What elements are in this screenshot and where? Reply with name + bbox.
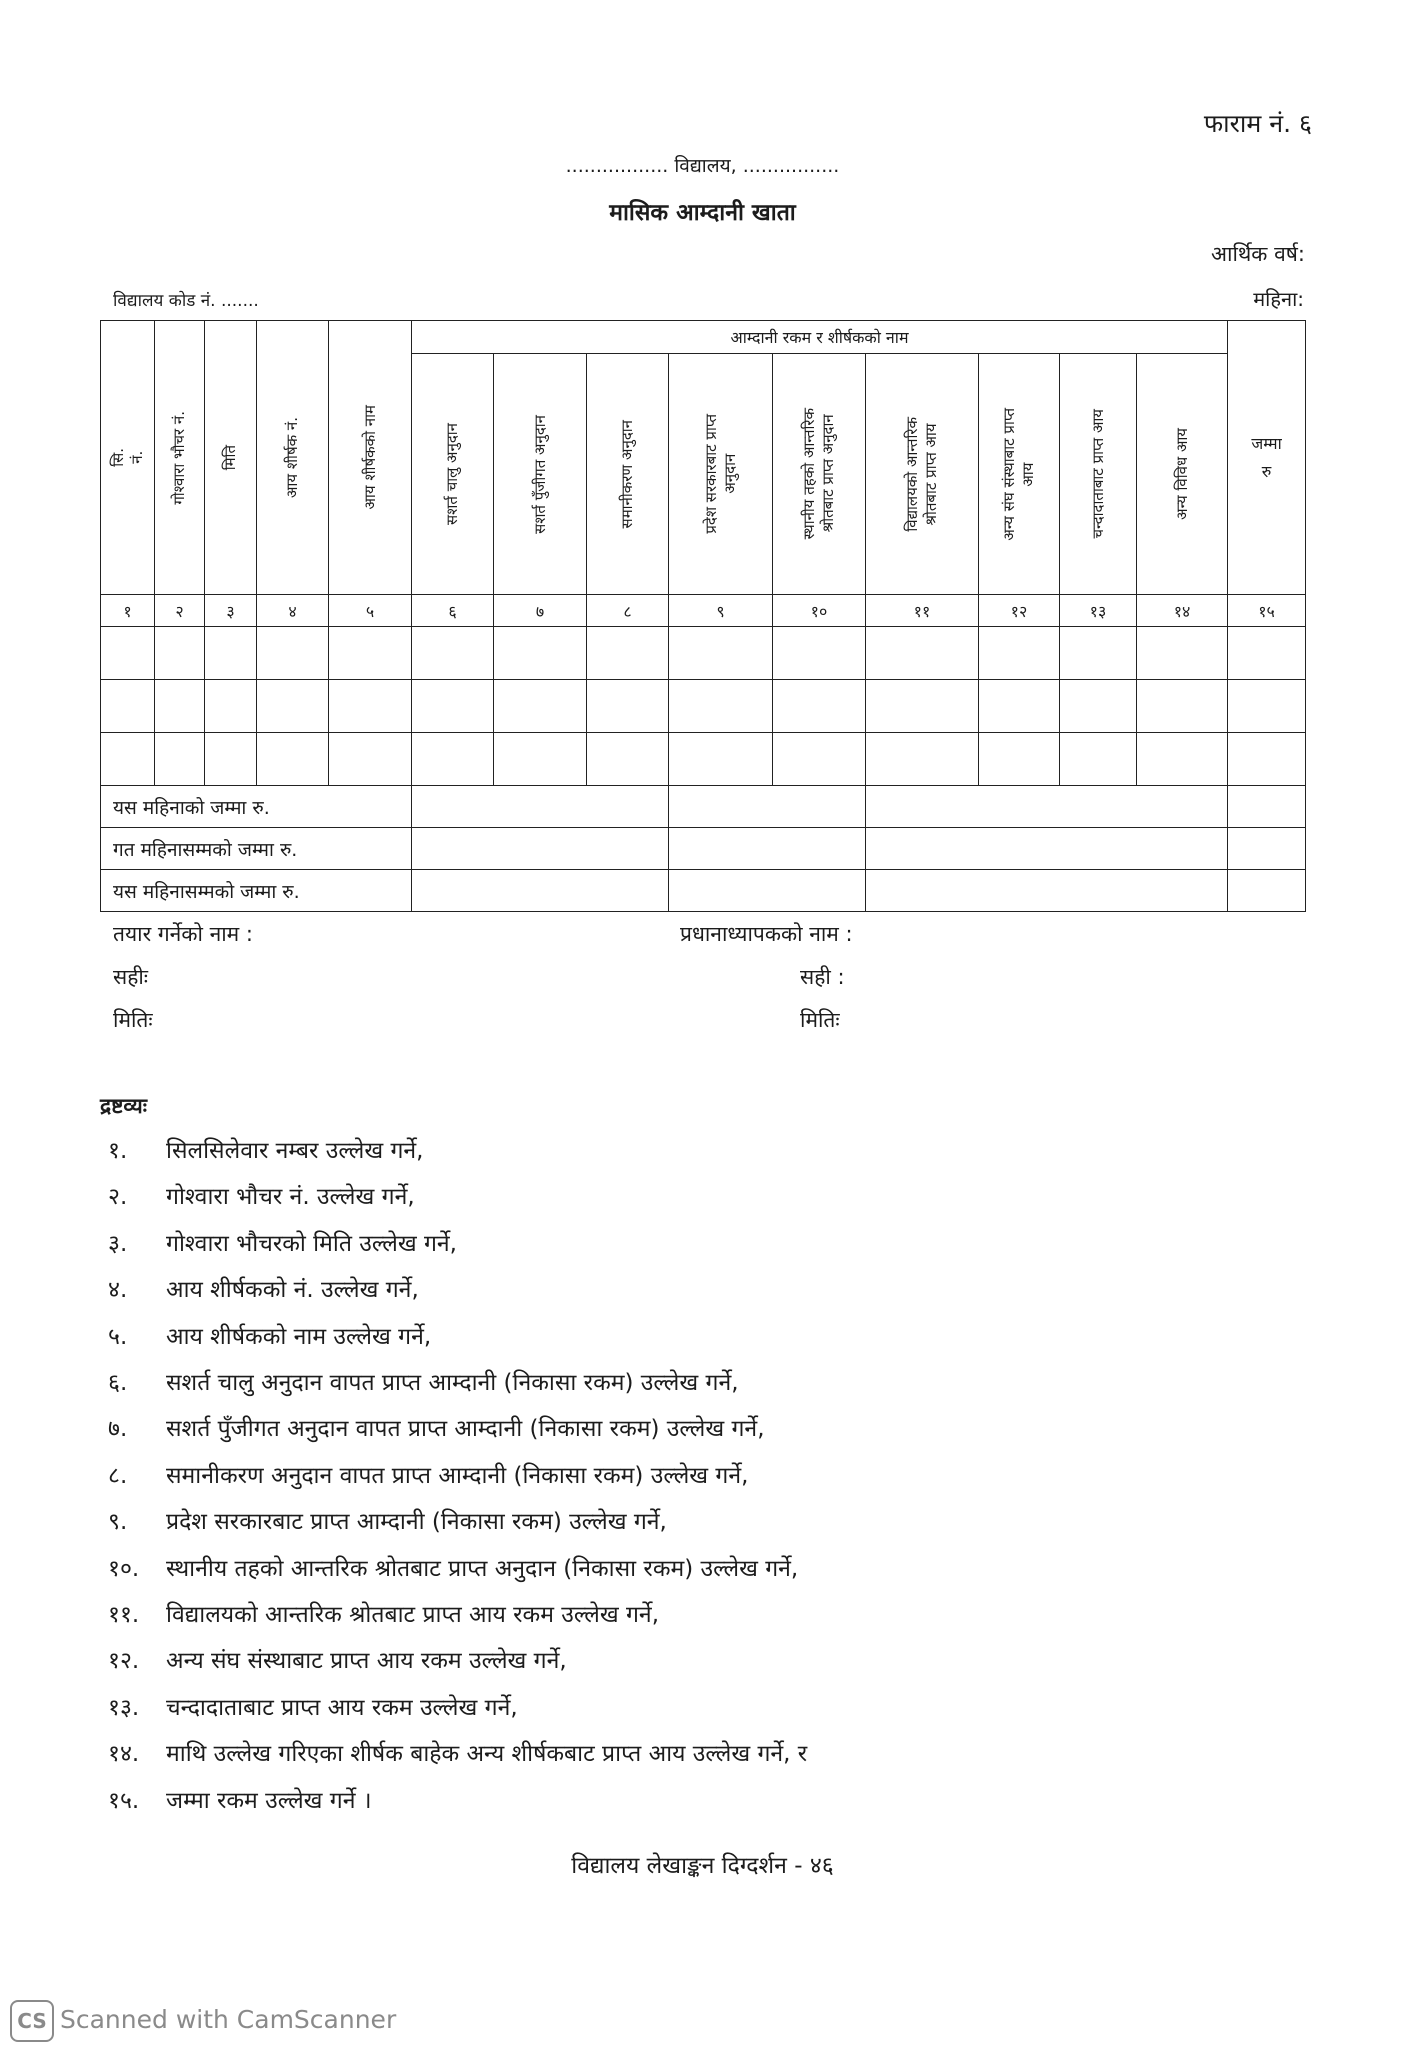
list-item — [108, 1179, 415, 1211]
list-item — [108, 1272, 419, 1304]
note-text: समानीकरण अनुदान वापत प्राप्त आम्दानी (निकासा रकम) उल्लेख गर्ने, — [166, 1462, 749, 1489]
list-item — [108, 1690, 518, 1722]
col-head-local-grant: स्थानीय तहको आन्तरिक श्रोतबाट प्राप्त अनुदान — [773, 354, 866, 595]
list-item — [108, 1736, 807, 1768]
note-text: गोश्वारा भौचरको मिति उल्लेख गर्ने, — [166, 1230, 457, 1257]
list-item — [108, 1226, 457, 1258]
col-head-sn: सि. नं. — [101, 321, 155, 595]
note-text: आय शीर्षकको नं. उल्लेख गर्ने, — [166, 1277, 419, 1304]
prepared-by-signature-label: सहीः — [113, 965, 149, 989]
note-number: १५. — [108, 1787, 140, 1814]
list-item — [108, 1133, 423, 1165]
total-row-label: गत महिनासम्मको जम्मा रु. — [101, 828, 412, 870]
column-number: ५ — [329, 595, 412, 627]
headteacher-date-label: मितिः — [800, 1008, 840, 1032]
list-item — [108, 1597, 659, 1629]
note-text: गोश्वारा भौचर नं. उल्लेख गर्ने, — [166, 1184, 415, 1211]
note-number: ९. — [108, 1509, 128, 1536]
total-row-this-month — [101, 786, 1306, 828]
note-number: १२. — [108, 1648, 140, 1675]
school-name-line: ................. विद्यालय, ................ — [565, 155, 840, 177]
prepared-by-label: तयार गर्नेको नाम : — [113, 922, 253, 946]
col-head-income-code: आय शीर्षक नं. — [257, 321, 329, 595]
column-number: १५ — [1228, 595, 1306, 627]
column-number: ७ — [494, 595, 587, 627]
note-text: आय शीर्षकको नाम उल्लेख गर्ने, — [166, 1323, 432, 1350]
col-head-conditional-capital-grant: सशर्त पुँजीगत अनुदान — [494, 354, 587, 595]
note-number: ६. — [108, 1370, 128, 1396]
note-number: ४. — [108, 1277, 128, 1304]
headteacher-signature-label: सही : — [800, 965, 845, 989]
list-item — [108, 1504, 667, 1536]
table-row — [101, 733, 1306, 786]
note-text: जम्मा रकम उल्लेख गर्ने । — [166, 1787, 372, 1814]
column-number: १४ — [1137, 595, 1228, 627]
column-number: ८ — [587, 595, 669, 627]
camscanner-logo-icon: CS — [10, 2000, 54, 2042]
col-head-conditional-current-grant: सशर्त चालु अनुदान — [412, 354, 494, 595]
note-number: १. — [108, 1138, 128, 1164]
note-number: १०. — [108, 1555, 140, 1582]
col-head-school-internal-income: विद्यालयको आन्तरिक श्रोतबाट प्राप्त आय — [866, 354, 979, 595]
list-item — [108, 1319, 431, 1351]
note-text: माथि उल्लेख गरिएका शीर्षक बाहेक अन्य शीर्षकबाट प्राप्त आय उल्लेख गर्ने, र — [166, 1741, 808, 1768]
total-row-previous-months — [101, 828, 1306, 870]
note-number: ७. — [108, 1416, 128, 1443]
col-head-equalization-grant: समानीकरण अनुदान — [587, 354, 669, 595]
note-text: विद्यालयको आन्तरिक श्रोतबाट प्राप्त आय रकम उल्लेख गर्ने, — [166, 1602, 660, 1628]
camscanner-text: Scanned with CamScanner — [60, 2005, 397, 2034]
page-title: मासिक आम्दानी खाता — [609, 200, 796, 226]
column-number: ४ — [257, 595, 329, 627]
col-head-donor-income: चन्दादाताबाट प्राप्त आय — [1060, 354, 1137, 595]
column-number: १२ — [979, 595, 1060, 627]
col-head-voucher: गोश्वारा भौचर नं. — [155, 321, 205, 595]
total-row-label: यस महिनासम्मको जम्मा रु. — [101, 870, 412, 912]
col-head-misc-income: अन्य विविध आय — [1137, 354, 1228, 595]
school-code-label: विद्यालय कोड नं. ....... — [113, 291, 259, 311]
note-text: अन्य संघ संस्थाबाट प्राप्त आय रकम उल्लेख गर्ने, — [166, 1648, 567, 1675]
list-item — [108, 1551, 798, 1583]
column-number: ३ — [205, 595, 257, 627]
list-item — [108, 1458, 748, 1490]
month-label: महिना: — [1253, 287, 1304, 311]
note-number: २. — [108, 1184, 128, 1211]
camscanner-watermark — [10, 2000, 396, 2042]
list-item — [108, 1643, 567, 1675]
column-number: १० — [773, 595, 866, 627]
col-head-income-name: आय शीर्षकको नाम — [329, 321, 412, 595]
page-footer: विद्यालय लेखाङ्कन दिग्दर्शन - ४६ — [571, 1853, 834, 1879]
table-row — [101, 680, 1306, 733]
list-item — [108, 1365, 739, 1397]
total-row-label: यस महिनाको जम्मा रु. — [101, 786, 412, 828]
note-text: सशर्त पुँजीगत अनुदान वापत प्राप्त आम्दानी (निकासा रकम) उल्लेख गर्ने, — [166, 1416, 765, 1443]
col-head-total: जम्मा रु — [1228, 321, 1306, 595]
note-text: चन्दादाताबाट प्राप्त आय रकम उल्लेख गर्ने, — [166, 1694, 518, 1721]
note-text: प्रदेश सरकारबाट प्राप्त आम्दानी (निकासा रकम) उल्लेख गर्ने, — [166, 1509, 667, 1536]
note-number: १३. — [108, 1694, 140, 1721]
note-text: स्थानीय तहको आन्तरिक श्रोतबाट प्राप्त अनुदान (निकासा रकम) उल्लेख गर्ने, — [166, 1555, 799, 1582]
col-head-other-org-income: अन्य संघ संस्थाबाट प्राप्त आय — [979, 354, 1060, 595]
prepared-by-date-label: मितिः — [113, 1008, 153, 1032]
note-number: ५. — [108, 1323, 128, 1350]
note-number: ८. — [108, 1462, 128, 1489]
col-head-date: मिति — [205, 321, 257, 595]
table-header-row-group — [101, 321, 1306, 354]
column-number: ६ — [412, 595, 494, 627]
column-number: २ — [155, 595, 205, 627]
list-item — [108, 1411, 765, 1443]
form-number: फाराम नं. ६ — [1203, 109, 1312, 138]
note-text: सशर्त चालु अनुदान वापत प्राप्त आम्दानी (निकासा रकम) उल्लेख गर्ने, — [166, 1370, 739, 1396]
column-number: ११ — [866, 595, 979, 627]
note-text: सिलसिलेवार नम्बर उल्लेख गर्ने, — [166, 1138, 424, 1164]
column-number: १३ — [1060, 595, 1137, 627]
column-number: १ — [101, 595, 155, 627]
fiscal-year-label: आर्थिक वर्ष: — [1210, 242, 1305, 266]
group-header-income: आम्दानी रकम र शीर्षकको नाम — [412, 321, 1228, 354]
note-number: १४. — [108, 1741, 140, 1768]
column-number: ९ — [669, 595, 773, 627]
note-number: ११. — [108, 1602, 140, 1628]
column-number-row — [101, 595, 1306, 627]
col-head-province-grant: प्रदेश सरकारबाट प्राप्त अनुदान — [669, 354, 773, 595]
table-row — [101, 627, 1306, 680]
notes-title: द्रष्टव्यः — [100, 1094, 148, 1118]
total-row-cumulative — [101, 870, 1306, 912]
income-ledger-table — [100, 320, 1306, 912]
list-item — [108, 1783, 372, 1815]
note-number: ३. — [108, 1230, 128, 1257]
headteacher-name-label: प्रधानाध्यापकको नाम : — [680, 922, 853, 946]
